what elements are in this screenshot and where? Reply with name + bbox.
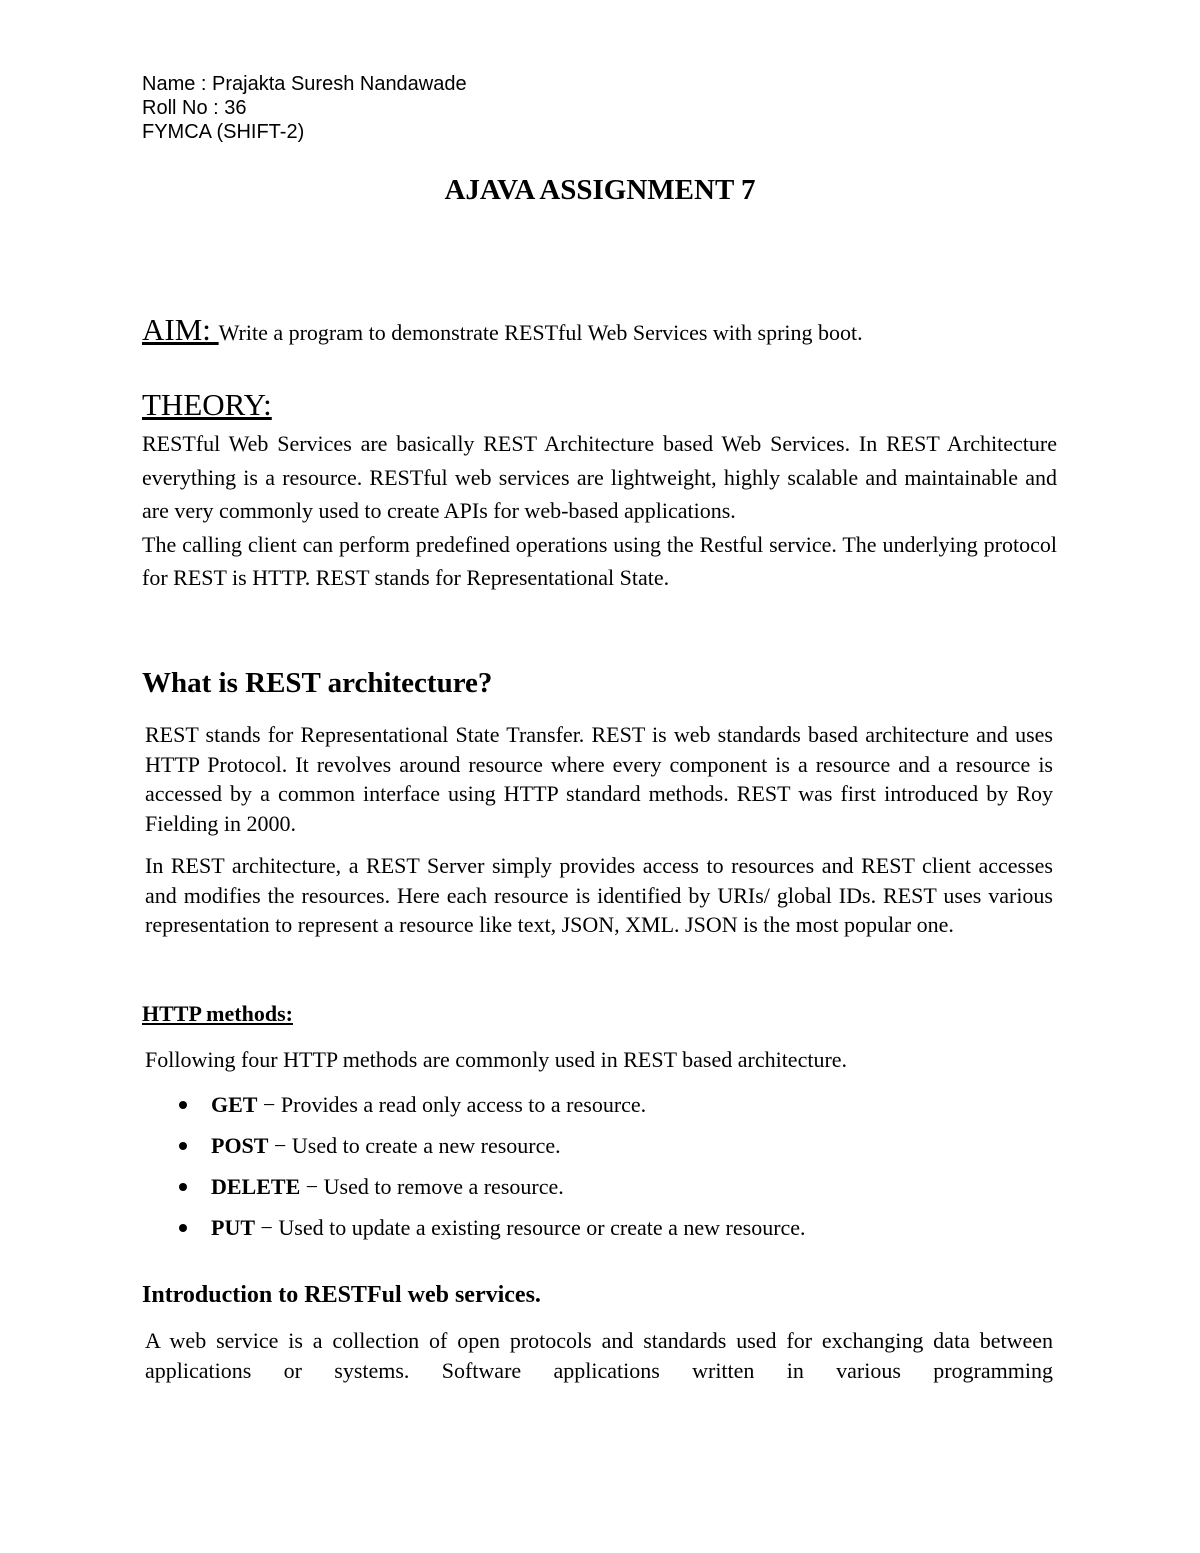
method-name: DELETE xyxy=(211,1174,301,1199)
method-description: − Used to update a existing resource or create a new resource. xyxy=(255,1215,806,1240)
theory-heading: THEORY: xyxy=(142,387,272,422)
http-methods-list xyxy=(175,1091,1055,1255)
theory-body xyxy=(142,427,1057,595)
method-description: − Used to remove a resource. xyxy=(300,1174,564,1199)
aim-text: Write a program to demonstrate RESTful Web Services with spring boot. xyxy=(218,320,863,345)
list-item xyxy=(175,1132,1055,1173)
list-item xyxy=(175,1091,1055,1132)
http-methods-heading: HTTP methods: xyxy=(142,1001,293,1026)
rest-architecture-paragraph: REST stands for Representational State Transfer. REST is web standards based architecture and uses HTTP Protocol. It revolves around resource where every component is a resource and a resource is accessed by a common interface using HTTP standard methods. REST was first introduced by Roy Fielding in 2000. xyxy=(145,722,1053,836)
bullet-icon xyxy=(179,1224,187,1232)
method-description: − Used to create a new resource. xyxy=(268,1133,561,1158)
rest-architecture-heading: What is REST architecture? xyxy=(142,667,493,699)
student-name: Name : Prajakta Suresh Nandawade xyxy=(142,73,467,95)
roll-number: Roll No : 36 xyxy=(142,97,247,119)
method-name: POST xyxy=(211,1133,269,1158)
restful-intro-heading: Introduction to RESTFul web services. xyxy=(142,1282,541,1308)
list-item xyxy=(175,1214,1055,1255)
bullet-icon xyxy=(179,1142,187,1150)
http-methods-intro: Following four HTTP methods are commonly used in REST based architecture. xyxy=(145,1047,848,1072)
rest-architecture-paragraph: In REST architecture, a REST Server simply provides access to resources and REST client accesses and modifies the resources. Here each resource is identified by URIs/ global IDs. REST uses various representation to represent a resource like text, JSON, XML. JSON is the most popular one. xyxy=(145,853,1053,938)
method-description: − Provides a read only access to a resource. xyxy=(257,1092,647,1117)
bullet-icon xyxy=(179,1183,187,1191)
theory-paragraph: RESTful Web Services are basically REST Architecture based Web Services. In REST Architecture everything is a resource. RESTful web services are lightweight, highly scalable and maintainable and are very commonly used to create APIs for web-based applications. xyxy=(142,431,1057,523)
method-name: PUT xyxy=(211,1215,255,1240)
restful-intro-paragraph: A web service is a collection of open protocols and standards used for exchanging data between applications or systems. Software applications written in various programming xyxy=(145,1328,1053,1383)
document-title: AJAVA ASSIGNMENT 7 xyxy=(444,174,756,206)
aim-label: AIM: xyxy=(142,312,219,347)
student-info xyxy=(142,72,467,144)
theory-paragraph: The calling client can perform predefined operations using the Restful service. The underlying protocol for REST is HTTP. REST stands for Representational State. xyxy=(142,531,1057,590)
bullet-icon xyxy=(179,1101,187,1109)
list-item xyxy=(175,1173,1055,1214)
aim-section xyxy=(142,312,1062,348)
class-shift: FYMCA (SHIFT-2) xyxy=(142,121,305,143)
method-name: GET xyxy=(211,1092,258,1117)
